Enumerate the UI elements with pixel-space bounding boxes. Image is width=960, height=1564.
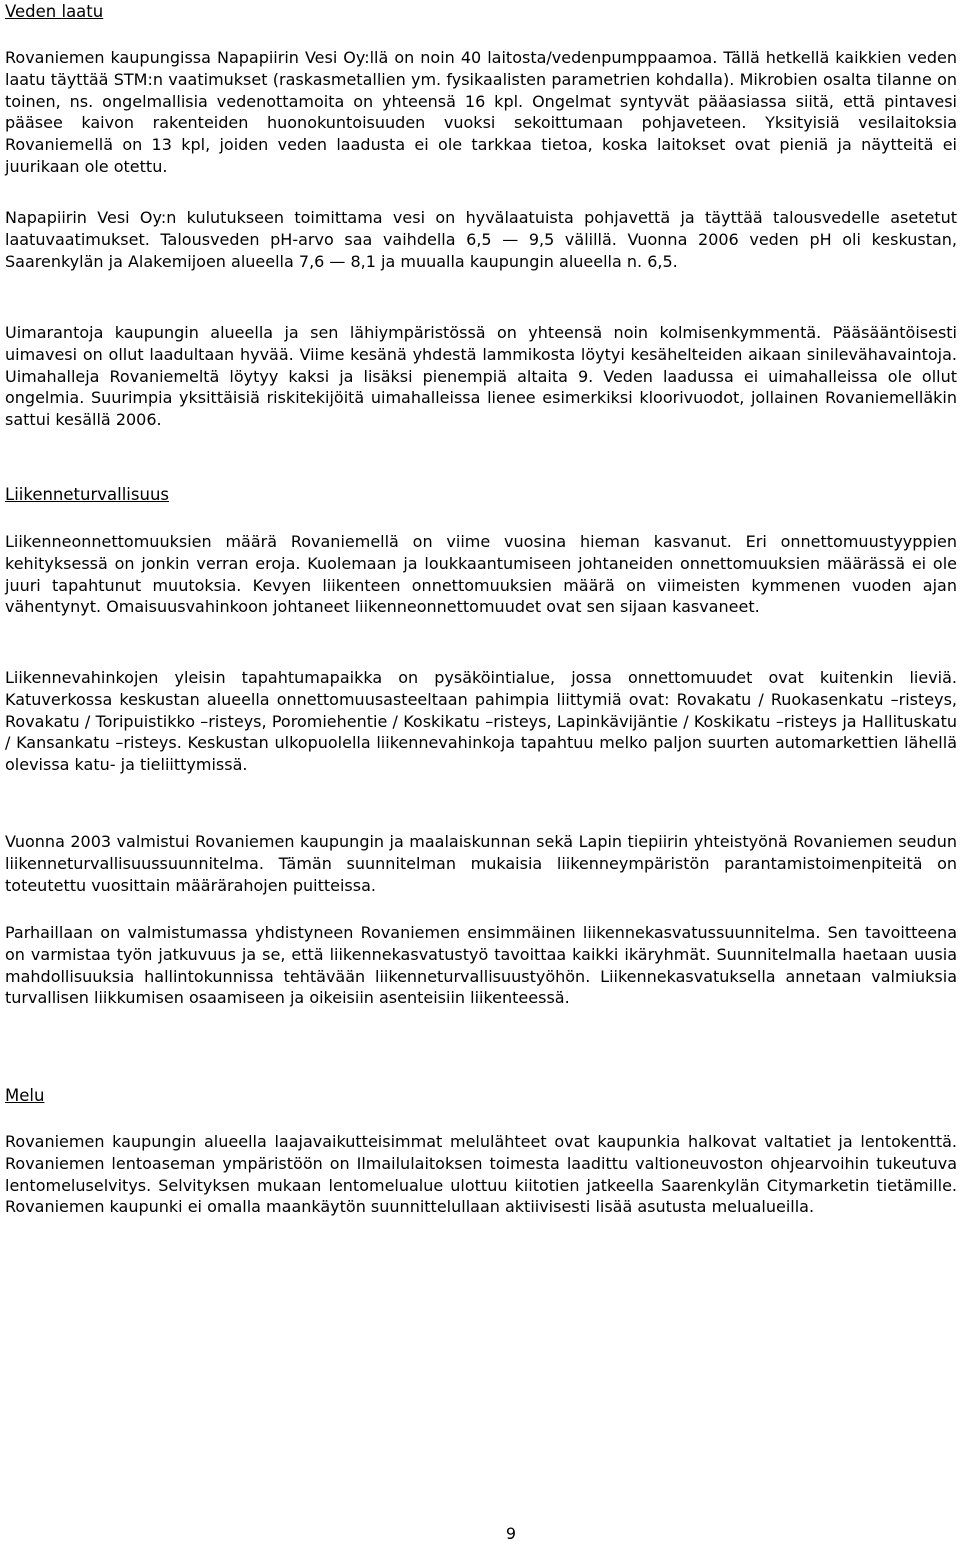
section-heading-melu: Melu: [5, 1086, 45, 1105]
paragraph: Rovaniemen kaupungin alueella laajavaikutteisimmat melulähteet ovat kaupunkia halkovat valtatiet ja lentokenttä. Rovaniemen lentoaseman ympäristöön on Ilmailulaitoksen toimesta laadittu valtioneuvoston ohjearvoihin tukeutuva lentomeluselvitys. Selvityksen mukaan lentomelualue ulottuu kiitotien jatkeella Saarenkylän Citymarketin tietämille. Rovaniemen kaupunki ei omalla maankäytön suunnittelullaan aktiivisesti lisää asutusta melualueilla.: [5, 1132, 957, 1217]
paragraph: Uimarantoja kaupungin alueella ja sen lähiympäristössä on yhteensä noin kolmisenkymmentä. Pääsääntöisesti uimavesi on ollut laadultaan hyvää. Viime kesänä yhdestä lammikosta löytyi kesähelteiden aikaan sinilevähavaintoja. Uimahalleja Rovaniemeltä löytyy kaksi ja lisäksi pienempiä altaita 9. Veden laadussa ei uimahalleissa ole ollut ongelmia. Suurimpia yksittäisiä riskitekijöitä uimahalleissa lienee esimerkiksi kloorivuodot, jollainen Rovaniemelläkin sattui kesällä 2006.: [5, 323, 957, 430]
paragraph: Parhaillaan on valmistumassa yhdistyneen Rovaniemen ensimmäinen liikennekasvatussuunnitelma. Sen tavoitteena on varmistaa työn jatkuvuus ja se, että liikennekasvatustyö tavoittaa kaikki ikäryhmät. Suunnitelmalla haetaan uusia mahdollisuuksia hallintokunnissa tehtävään liikenneturvallisuustyöhön. Liikennekasvatuksella annetaan valmiuksia turvallisen liikkumisen osaamiseen ja oikeisiin asenteisiin liikenteessä.: [5, 923, 957, 1008]
paragraph: Rovaniemen kaupungissa Napapiirin Vesi Oy:llä on noin 40 laitosta/vedenpumppaamoa. Tällä hetkellä kaikkien veden laatu täyttää STM:n vaatimukset (raskasmetallien ym. fysikaalisten parametrien kohdalla). Mikrobien osalta tilanne on toinen, ns. ongelmallisia vedenottamoita on yhteensä 16 kpl. Ongelmat syntyvät pääasiassa siitä, että pintavesi pääsee kaivon rakenteiden huonokuntoisuuden vuoksi sekoittumaan pohjaveteen. Yksityisiä vesilaitoksia Rovaniemellä on 13 kpl, joiden veden laadusta ei ole tarkkaa tietoa, koska laitokset ovat pieniä ja näytteitä ei juurikaan ole otettu.: [5, 48, 957, 176]
paragraph: Liikenneonnettomuuksien määrä Rovaniemellä on viime vuosina hieman kasvanut. Eri onnettomuustyyppien kehityksessä on jonkin verran eroja. Kuolemaan ja loukkaantumiseen johtaneiden onnettomuuksien määrässä ei ole juuri tapahtunut muutoksia. Kevyen liikenteen onnettomuuksien määrä on viimeisten kymmenen vuoden ajan vähentynyt. Omaisuusvahinkoon johtaneet liikenneonnettomuudet ovat sen sijaan kasvaneet.: [5, 532, 957, 617]
page-number: 9: [505, 1524, 517, 1543]
section-heading-liikenneturvallisuus: Liikenneturvallisuus: [5, 485, 169, 504]
paragraph: Liikennevahinkojen yleisin tapahtumapaikka on pysäköintialue, jossa onnettomuudet ovat kuitenkin lieviä. Katuverkossa keskustan alueella onnettomuusasteeltaan pahimpia liittymiä ovat: Rovakatu / Ruokasenkatu –risteys, Rovakatu / Toripuistikko –risteys, Poromiehentie / Koskikatu –risteys, Lapinkävijäntie / Koskikatu –risteys ja Hallituskatu / Kansankatu –risteys. Keskustan ulkopuolella liikennevahinkoja tapahtuu melko paljon suurten automarkettien lähellä olevissa katu- ja tieliittymissä.: [5, 668, 957, 775]
paragraph: Napapiirin Vesi Oy:n kulutukseen toimittama vesi on hyvälaatuista pohjavettä ja täyttää talousvedelle asetetut laatuvaatimukset. Talousveden pH-arvo saa vaihdella 6,5 — 9,5 välillä. Vuonna 2006 veden pH oli keskustan, Saarenkylän ja Alakemijoen alueella 7,6 — 8,1 ja muualla kaupungin alueella n. 6,5.: [5, 208, 957, 271]
section-heading-veden-laatu: Veden laatu: [5, 2, 104, 21]
paragraph: Vuonna 2003 valmistui Rovaniemen kaupungin ja maalaiskunnan sekä Lapin tiepiirin yhteistyönä Rovaniemen seudun liikenneturvallisuussuunnitelma. Tämän suunnitelman mukaisia liikenneympäristön parantamistoimenpiteitä on toteutettu vuosittain määrärahojen puitteissa.: [5, 832, 957, 895]
